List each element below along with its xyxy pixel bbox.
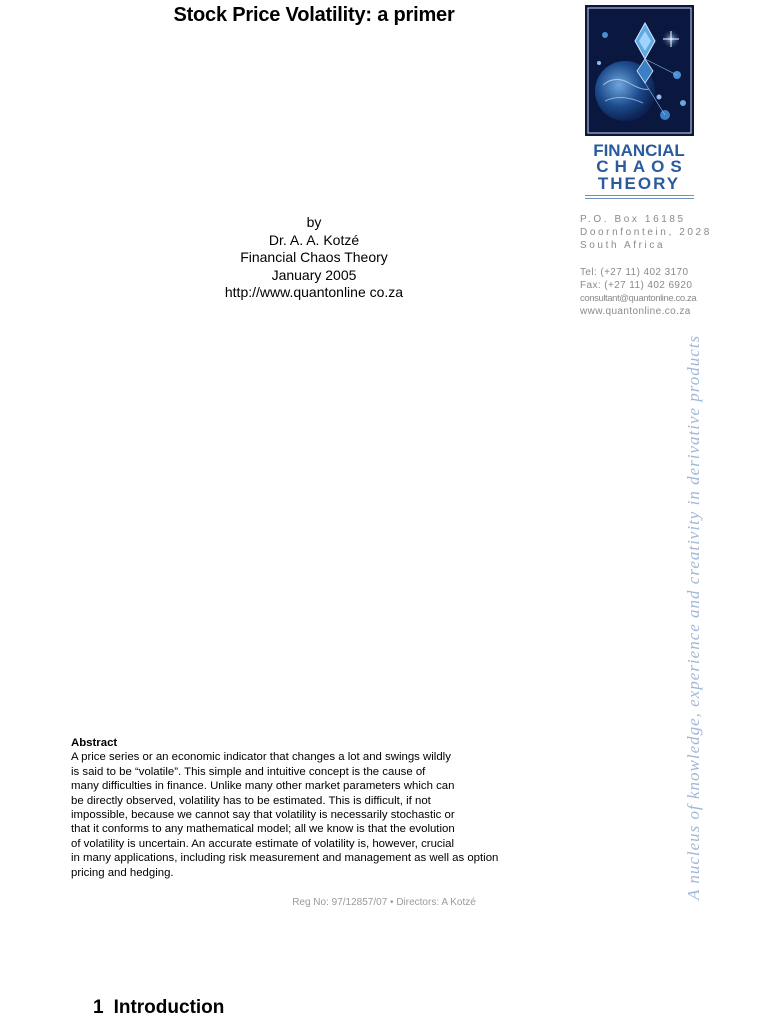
- section-heading: [93, 997, 224, 1019]
- logo-divider: [585, 195, 694, 196]
- abstract-line: is said to be “volatile”. This simple and intuitive concept is the cause of: [71, 765, 426, 778]
- abstract: [71, 736, 571, 880]
- abstract-line: pricing and hedging.: [71, 866, 174, 879]
- address-line: Doornfontein, 2028: [580, 227, 712, 238]
- abstract-line: many difficulties in finance. Unlike many other market parameters which can: [71, 780, 455, 793]
- contact-email[interactable]: consultant@quantonline.co.za: [580, 293, 697, 304]
- company-address: [580, 213, 712, 252]
- abstract-line: A price series or an economic indicator that changes a lot and swings wildly: [71, 751, 451, 764]
- registration-text: Reg No: 97/12857/07 • Directors: A Kotzé: [292, 897, 476, 908]
- byline-author: Dr. A. A. Kotzé: [268, 231, 360, 248]
- abstract-line: impossible, because we cannot say that volatility is necessarily stochastic or: [71, 809, 455, 822]
- abstract-line: be directly observed, volatility has to be estimated. This is difficult, if not: [71, 794, 431, 807]
- contact-web[interactable]: www.quantonline.co.za: [580, 306, 691, 317]
- logo-text-chaos: CHAOS: [596, 157, 688, 176]
- byline: [0, 214, 628, 302]
- byline-organization: Financial Chaos Theory: [240, 249, 388, 265]
- logo-text-theory: THEORY: [597, 174, 681, 193]
- address-line: South Africa: [580, 240, 666, 251]
- company-contact: [580, 266, 696, 318]
- section-title: Introduction: [113, 997, 225, 1018]
- registration-footer: [0, 897, 768, 908]
- logo-divider: [585, 198, 694, 199]
- abstract-heading: Abstract: [71, 737, 118, 749]
- abstract-line: of volatility is uncertain. An accurate estimate of volatility is, however, crucial: [71, 837, 455, 850]
- paper-title: Stock Price Volatility: a primer: [173, 4, 455, 26]
- abstract-line: that it conforms to any mathematical model; all we know is that the evolution: [71, 823, 455, 836]
- abstract-line: in many applications, including risk measurement and management as well as option: [71, 852, 499, 865]
- byline-by: by: [306, 214, 322, 230]
- logo-globe-graphic: [585, 5, 694, 136]
- company-slogan: A nucleus of knowledge, experience and creativity in derivative products: [684, 334, 703, 900]
- contact-fax: Fax: (+27 11) 402 6920: [580, 280, 693, 291]
- address-line: P.O. Box 16185: [580, 214, 686, 225]
- company-logo: [585, 5, 694, 136]
- section-number: 1: [93, 997, 104, 1018]
- contact-tel: Tel: (+27 11) 402 3170: [580, 267, 689, 278]
- logo-text-financial: FINANCIAL: [593, 141, 685, 160]
- byline-date: January 2005: [271, 266, 357, 283]
- byline-url[interactable]: http://www.quantonline co.za: [224, 284, 404, 300]
